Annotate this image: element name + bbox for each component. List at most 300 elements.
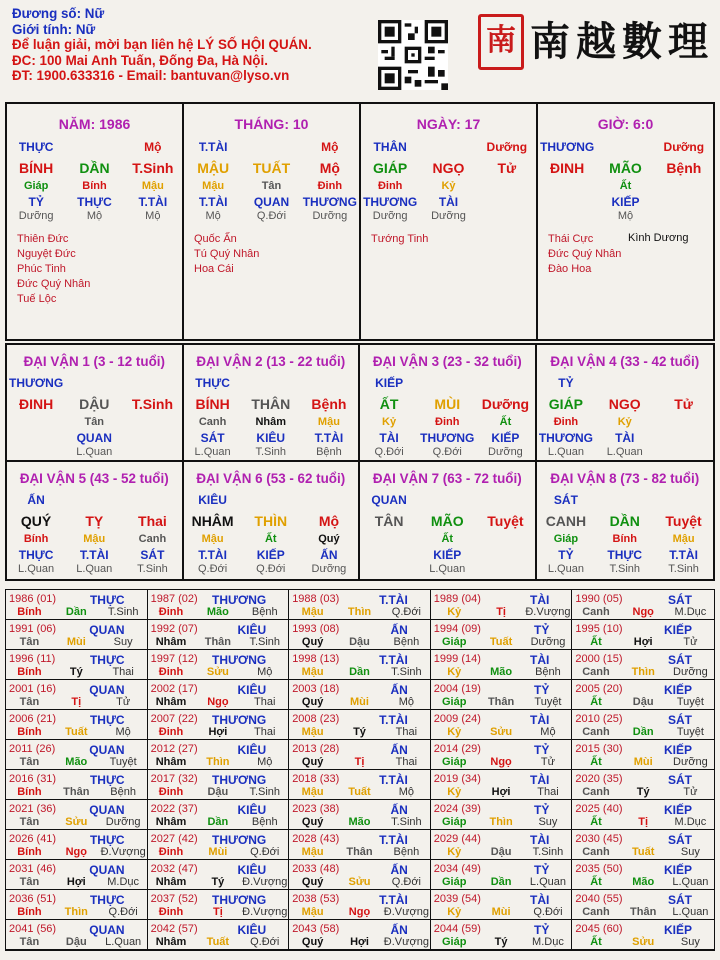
hidden-god-row xyxy=(538,195,713,209)
dai-van-title: ĐẠI VẬN 3 (23 - 32 tuổi) xyxy=(372,354,522,369)
year-label: 1987 (02) xyxy=(150,593,198,605)
year-label: 1994 (09) xyxy=(433,623,481,635)
logo-text: 南越數理 xyxy=(530,18,714,65)
year-stem: Tân xyxy=(19,936,40,948)
year-stage: Suy xyxy=(538,816,558,828)
year-row xyxy=(6,936,147,948)
hidden-stem-row-cell: Mậu xyxy=(201,533,224,545)
hidden-god-row-cell xyxy=(476,548,534,562)
ten-god-row xyxy=(360,493,535,507)
year-ten-god: QUAN xyxy=(89,923,125,937)
year-branch: Ngọ xyxy=(65,846,87,858)
stem-branch-row xyxy=(537,513,714,529)
star-item: Nguyệt Đức xyxy=(17,248,76,260)
year-branch: Thân xyxy=(204,636,232,648)
year-cell xyxy=(289,650,431,680)
ten-god-row-cell xyxy=(242,140,300,154)
year-label: 1992 (07) xyxy=(150,623,198,635)
hidden-stem-row-cell: Mậu xyxy=(672,533,695,545)
stem-branch-row xyxy=(361,160,536,176)
year-branch: Sửu xyxy=(348,876,371,888)
hidden-stem-row-cell: Tân xyxy=(84,416,105,428)
year-branch: Ngọ xyxy=(632,606,654,618)
year-cell xyxy=(289,830,431,860)
hidden-stem-row xyxy=(7,533,182,545)
hidden-god-row-cell: THƯƠNG xyxy=(538,431,593,445)
year-ten-god: SÁT xyxy=(668,773,692,787)
hidden-god-row-cell: T.TÀI xyxy=(198,548,227,562)
life-stage-row-cell: L.Quan xyxy=(547,563,584,575)
life-stage-row-cell xyxy=(655,210,713,222)
hidden-stem-row-cell: Canh xyxy=(138,533,167,545)
year-stem: Canh xyxy=(582,666,610,678)
year-label: 2033 (48) xyxy=(292,863,340,875)
year-stem: Đinh xyxy=(158,606,184,618)
year-row xyxy=(431,606,572,618)
year-stem: Tân xyxy=(19,636,40,648)
year-cell xyxy=(148,860,290,890)
ten-god-row-cell xyxy=(123,376,181,390)
year-label: 2021 (36) xyxy=(9,803,57,815)
dai-van-7 xyxy=(360,462,537,579)
year-ten-god: ẤN xyxy=(390,923,408,937)
year-row xyxy=(431,696,572,708)
year-row xyxy=(6,876,147,888)
life-stage-row-cell xyxy=(7,446,65,458)
year-stem: Ất xyxy=(590,876,602,888)
year-branch: Ngọ xyxy=(490,756,512,768)
year-row xyxy=(572,876,714,888)
year-ten-god: TỶ xyxy=(534,743,550,757)
stem-branch-row xyxy=(537,396,714,412)
year-label: 2017 (32) xyxy=(150,773,198,785)
year-stage: Đ.Vượng xyxy=(383,906,429,918)
life-stage-row xyxy=(360,446,535,458)
year-stage: Mộ xyxy=(115,726,131,738)
dai-van-8 xyxy=(537,462,714,579)
year-ten-god: KIẾP xyxy=(663,803,692,817)
year-branch: Dậu xyxy=(65,936,87,948)
ten-god-row-cell: THƯƠNG xyxy=(540,140,595,154)
year-label: 2030 (45) xyxy=(575,833,623,845)
year-row xyxy=(431,936,572,948)
year-row xyxy=(6,846,147,858)
year-row xyxy=(6,666,147,678)
year-grid xyxy=(5,589,715,951)
year-stage: Q.Đới xyxy=(391,876,421,888)
year-cell xyxy=(148,680,290,710)
dai-van-5 xyxy=(7,462,184,579)
year-stage: M.Dục xyxy=(674,816,707,828)
hidden-stem-row-cell: Ất xyxy=(441,533,454,545)
hidden-stem-row-cell: Mậu xyxy=(317,416,340,428)
life-stage-row xyxy=(538,210,713,222)
year-label: 2014 (29) xyxy=(433,743,481,755)
ten-god-row-cell xyxy=(595,376,654,390)
year-ten-god: QUAN xyxy=(89,623,125,637)
pillar-title: GIỜ: 6:0 xyxy=(597,116,654,132)
year-cell xyxy=(6,800,148,830)
year-cell xyxy=(431,740,573,770)
year-ten-god: T.TÀI xyxy=(379,653,408,667)
year-cell xyxy=(431,860,573,890)
life-stage-row-cell xyxy=(538,210,596,222)
year-ten-god: THỰC xyxy=(89,653,125,667)
year-cell xyxy=(289,710,431,740)
year-row xyxy=(572,906,714,918)
dai-van-title: ĐẠI VẬN 8 (73 - 82 tuổi) xyxy=(550,471,700,486)
year-ten-god: TÀI xyxy=(530,893,550,907)
star-item: Tướng Tinh xyxy=(371,233,429,245)
year-ten-god: KIÊU xyxy=(237,743,267,757)
year-stem: Quý xyxy=(301,636,324,648)
year-cell xyxy=(572,890,714,920)
year-label: 2010 (25) xyxy=(575,713,623,725)
ten-god-row-cell: THỰC xyxy=(18,140,54,154)
year-stage: Q.Đới xyxy=(250,936,280,948)
year-stage: M.Dục xyxy=(674,606,707,618)
year-cell xyxy=(6,830,148,860)
stem-branch-row-cell: Bệnh xyxy=(666,160,702,176)
dai-van-6 xyxy=(184,462,361,579)
year-branch: Tý xyxy=(494,936,508,948)
year-label: 2027 (42) xyxy=(150,833,198,845)
year-ten-god: TỶ xyxy=(534,923,550,937)
hidden-god-row-cell: T.TÀI xyxy=(79,548,109,562)
hidden-stem-row-cell: Đinh xyxy=(435,416,460,428)
phone-email-line: ĐT: 1900.633316 - Email: bantuvan@lyso.vn xyxy=(12,68,290,84)
stem-branch-row-cell: GIÁP xyxy=(373,160,408,176)
year-stem: Đinh xyxy=(158,786,184,798)
year-ten-god: T.TÀI xyxy=(379,833,408,847)
life-stage-row-cell: L.Quan xyxy=(76,563,113,575)
year-label: 2004 (19) xyxy=(433,683,481,695)
star-item: Đào Hoa xyxy=(548,263,592,275)
pillar-4 xyxy=(538,104,713,339)
ten-god-row-cell: THÂN xyxy=(373,140,407,154)
life-stage-row xyxy=(184,563,359,575)
year-row xyxy=(289,756,430,768)
hidden-god-row-cell: TỶ xyxy=(28,195,44,209)
star-list xyxy=(548,232,621,277)
ten-god-row-cell: SÁT xyxy=(553,493,578,507)
contact-line: Để luận giải, mời bạn liên hệ LÝ SỐ HỘI QUÁN. xyxy=(12,37,312,53)
hidden-god-row xyxy=(361,195,536,209)
year-row xyxy=(148,876,289,888)
seal-icon: 南 xyxy=(478,14,524,70)
pillar-1 xyxy=(7,104,184,339)
year-cell xyxy=(6,680,148,710)
hidden-stem-row-cell: Kỷ xyxy=(617,416,632,428)
year-ten-god: QUAN xyxy=(89,683,125,697)
ten-god-row-cell: Mộ xyxy=(144,140,162,154)
year-cell xyxy=(572,830,714,860)
year-stage: Mộ xyxy=(540,726,556,738)
stem-branch-row-cell: Tuyệt xyxy=(665,513,702,529)
hidden-god-row-cell xyxy=(654,431,713,445)
year-label: 2040 (55) xyxy=(575,893,623,905)
year-stem: Giáp xyxy=(442,756,467,768)
year-branch: Ngọ xyxy=(348,906,371,918)
year-stage: L.Quan xyxy=(529,876,566,888)
hidden-stem-row-cell: Giáp xyxy=(23,180,49,192)
year-label: 2038 (53) xyxy=(292,893,340,905)
year-ten-god: THƯƠNG xyxy=(212,833,267,847)
star-item: Phúc Tinh xyxy=(17,263,66,275)
hidden-stem-row-cell: Quý xyxy=(318,533,340,545)
stem-branch-row xyxy=(7,396,182,412)
year-stage: Mộ xyxy=(398,786,415,798)
year-branch: Tị xyxy=(354,756,365,768)
year-stem: Mậu xyxy=(301,606,324,618)
year-stem: Giáp xyxy=(442,936,467,948)
hidden-stem-row-cell xyxy=(360,533,418,545)
stem-branch-row-cell: TỴ xyxy=(85,513,104,529)
year-ten-god: SÁT xyxy=(668,713,692,727)
year-stage: T.Sinh xyxy=(391,666,422,678)
hidden-god-row-cell: THƯƠNG xyxy=(363,195,418,209)
year-stem: Kỷ xyxy=(447,606,462,618)
year-ten-god: KIẾP xyxy=(663,623,692,637)
year-stage: Đ.Vượng xyxy=(242,876,288,888)
year-branch: Tuất xyxy=(348,786,371,798)
year-stage: Mộ xyxy=(257,666,273,678)
year-stage: Bệnh xyxy=(251,606,278,618)
year-stage: Tử xyxy=(683,786,698,798)
year-stage: M.Dục xyxy=(532,936,564,948)
owner-label: Đương số: Nữ xyxy=(12,6,105,21)
year-stem: Mậu xyxy=(301,906,324,918)
year-label: 2019 (34) xyxy=(433,773,481,785)
ten-god-row xyxy=(538,140,713,154)
year-cell xyxy=(289,920,431,950)
stem-branch-row-cell: Mộ xyxy=(318,513,340,529)
year-stem: Nhâm xyxy=(155,636,187,648)
year-stem: Kỷ xyxy=(447,666,462,678)
year-cell xyxy=(289,620,431,650)
year-stem: Ất xyxy=(590,756,602,768)
year-label: 2032 (47) xyxy=(150,863,198,875)
hidden-god-row-cell: ẤN xyxy=(320,548,338,562)
year-label: 2000 (15) xyxy=(575,653,623,665)
year-row xyxy=(6,696,147,708)
ten-god-row-cell xyxy=(242,493,300,507)
year-branch: Mão xyxy=(490,666,513,678)
year-branch: Sửu xyxy=(632,936,655,948)
year-row xyxy=(431,636,572,648)
hidden-god-row xyxy=(360,431,535,445)
year-stem: Nhâm xyxy=(155,816,187,828)
hidden-stem-row xyxy=(184,180,359,192)
year-label: 2020 (35) xyxy=(575,773,623,785)
year-cell xyxy=(431,680,573,710)
year-stem: Kỷ xyxy=(447,726,462,738)
year-row xyxy=(431,786,572,798)
ten-god-row-cell xyxy=(65,376,123,390)
year-cell xyxy=(289,890,431,920)
ten-god-row xyxy=(184,140,359,154)
dai-van-title: ĐẠI VẬN 1 (3 - 12 tuổi) xyxy=(23,354,165,369)
year-row xyxy=(148,816,289,828)
year-cell xyxy=(289,800,431,830)
year-stem: Nhâm xyxy=(155,696,187,708)
stem-branch-row-cell: BÍNH xyxy=(19,160,54,176)
hidden-god-row-cell xyxy=(655,195,713,209)
stem-branch-row-cell: MÃO xyxy=(430,513,464,529)
hidden-stem-row-cell: Ất xyxy=(264,533,277,545)
year-ten-god: THƯƠNG xyxy=(212,593,267,607)
year-branch: Hợi xyxy=(66,876,86,888)
year-ten-god: TỶ xyxy=(534,863,550,877)
year-stage: Bệnh xyxy=(393,846,420,858)
year-branch: Dần xyxy=(349,666,370,678)
star-item: Tuế Lộc xyxy=(17,293,57,305)
year-branch: Mùi xyxy=(633,756,653,768)
ten-god-row-cell xyxy=(65,493,123,507)
year-stage: Tuyệt xyxy=(109,756,137,768)
life-stage-row xyxy=(360,563,535,575)
hidden-stem-row-cell: Đinh xyxy=(553,416,579,428)
year-ten-god: THƯƠNG xyxy=(212,773,267,787)
hidden-god-row xyxy=(7,548,182,562)
hidden-god-row-cell: SÁT xyxy=(140,548,165,562)
year-cell xyxy=(148,770,290,800)
year-branch: Dậu xyxy=(207,786,229,798)
year-branch: Dậu xyxy=(632,696,654,708)
year-stage: Tử xyxy=(116,696,131,708)
ten-god-row-cell xyxy=(65,140,123,154)
year-row xyxy=(431,906,572,918)
year-branch: Thân xyxy=(630,906,657,918)
hidden-god-row xyxy=(7,195,182,209)
hidden-stem-row xyxy=(7,416,182,428)
year-branch: Mão xyxy=(632,876,655,888)
year-stem: Mậu xyxy=(301,846,324,858)
year-stage: M.Dục xyxy=(107,876,140,888)
ten-god-row-cell: Dưỡng xyxy=(663,140,705,154)
hidden-god-row xyxy=(537,548,714,562)
year-stem: Nhâm xyxy=(155,936,187,948)
ten-god-row-cell: THƯƠNG xyxy=(8,376,64,390)
year-ten-god: T.TÀI xyxy=(379,893,408,907)
hidden-stem-row-cell xyxy=(538,180,596,192)
life-stage-row-cell: Dưỡng xyxy=(431,210,466,222)
year-branch: Sửu xyxy=(490,726,513,738)
stem-branch-row-cell: T.Sinh xyxy=(131,396,174,412)
year-label: 2009 (24) xyxy=(433,713,481,725)
year-ten-god: TÀI xyxy=(530,653,550,667)
life-stage-row-cell: Mộ xyxy=(145,210,161,222)
year-ten-god: THỰC xyxy=(89,773,125,787)
year-stage: T.Sinh xyxy=(532,846,564,858)
life-stage-row-cell: L.Quan xyxy=(606,446,643,458)
year-stage: Bệnh xyxy=(535,666,561,678)
year-stage: Thai xyxy=(395,726,418,738)
year-row xyxy=(572,606,714,618)
life-stage-row-cell: Q.Đới xyxy=(432,446,462,458)
hidden-stem-row xyxy=(360,416,535,428)
star-item: Hoa Cái xyxy=(194,263,234,275)
year-cell xyxy=(572,710,714,740)
stem-branch-row-cell: Tuyệt xyxy=(487,513,524,529)
stem-branch-row-cell: Tử xyxy=(674,396,693,412)
year-stem: Giáp xyxy=(442,636,467,648)
year-cell xyxy=(6,710,148,740)
year-label: 2031 (46) xyxy=(9,863,57,875)
hidden-god-row xyxy=(360,548,535,562)
year-cell xyxy=(431,890,573,920)
year-stem: Ất xyxy=(590,816,602,828)
year-row xyxy=(289,816,430,828)
year-label: 2026 (41) xyxy=(9,833,57,845)
year-ten-god: THỰC xyxy=(89,593,125,607)
life-stage-row-cell: Dưỡng xyxy=(311,563,347,575)
ten-god-row-cell: KIÊU xyxy=(198,493,227,507)
year-row xyxy=(148,786,289,798)
life-stage-row-cell: L.Quan xyxy=(429,563,466,575)
hidden-god-row-cell: THỰC xyxy=(77,195,112,209)
year-label: 2029 (44) xyxy=(433,833,481,845)
hidden-stem-row-cell: Bính xyxy=(82,180,107,192)
year-label: 1997 (12) xyxy=(150,653,198,665)
stem-branch-row-cell: DẦN xyxy=(609,513,640,529)
year-cell xyxy=(572,800,714,830)
life-stage-row-cell: Q.Đới xyxy=(256,563,286,575)
year-branch: Mùi xyxy=(350,696,369,708)
stem-branch-row-cell: DẦN xyxy=(79,160,110,176)
year-cell xyxy=(289,590,431,620)
year-cell xyxy=(431,650,573,680)
star-item: Quốc Ấn xyxy=(194,233,237,245)
ten-god-row-cell xyxy=(300,376,358,390)
year-cell xyxy=(572,620,714,650)
year-row xyxy=(6,606,147,618)
year-branch: Hợi xyxy=(633,636,653,648)
hidden-stem-row-cell xyxy=(478,180,536,192)
year-cell xyxy=(431,830,573,860)
year-ten-god: THỰC xyxy=(89,833,125,847)
stem-branch-row xyxy=(538,160,713,176)
year-label: 2041 (56) xyxy=(9,923,57,935)
year-ten-god: QUAN xyxy=(89,863,125,877)
year-label: 2018 (33) xyxy=(292,773,340,785)
year-branch: Mùi xyxy=(491,906,511,918)
ten-god-row xyxy=(184,493,359,507)
hidden-stem-row xyxy=(360,533,535,545)
year-stem: Kỷ xyxy=(447,906,462,918)
year-ten-god: TÀI xyxy=(530,833,550,847)
year-label: 1991 (06) xyxy=(9,623,57,635)
year-ten-god: KIẾP xyxy=(663,863,692,877)
stem-branch-row-cell: Thai xyxy=(138,513,167,529)
year-stage: T.Sinh xyxy=(107,606,139,618)
year-row xyxy=(289,936,430,948)
year-cell xyxy=(289,770,431,800)
stem-branch-row-cell: ẤT xyxy=(379,396,399,412)
life-stage-row-cell xyxy=(654,446,713,458)
year-stem: Mậu xyxy=(301,666,324,678)
year-cell xyxy=(431,920,573,950)
year-stage: Đ.Vượng xyxy=(100,846,146,858)
year-cell xyxy=(148,920,290,950)
year-stem: Giáp xyxy=(442,816,467,828)
year-stem: Nhâm xyxy=(155,756,187,768)
qr-code-icon[interactable] xyxy=(378,20,448,90)
life-stage-row-cell: Q.Đới xyxy=(197,563,228,575)
year-stage: Q.Đới xyxy=(108,906,138,918)
ten-god-row-cell xyxy=(595,493,654,507)
hidden-god-row xyxy=(537,431,714,445)
